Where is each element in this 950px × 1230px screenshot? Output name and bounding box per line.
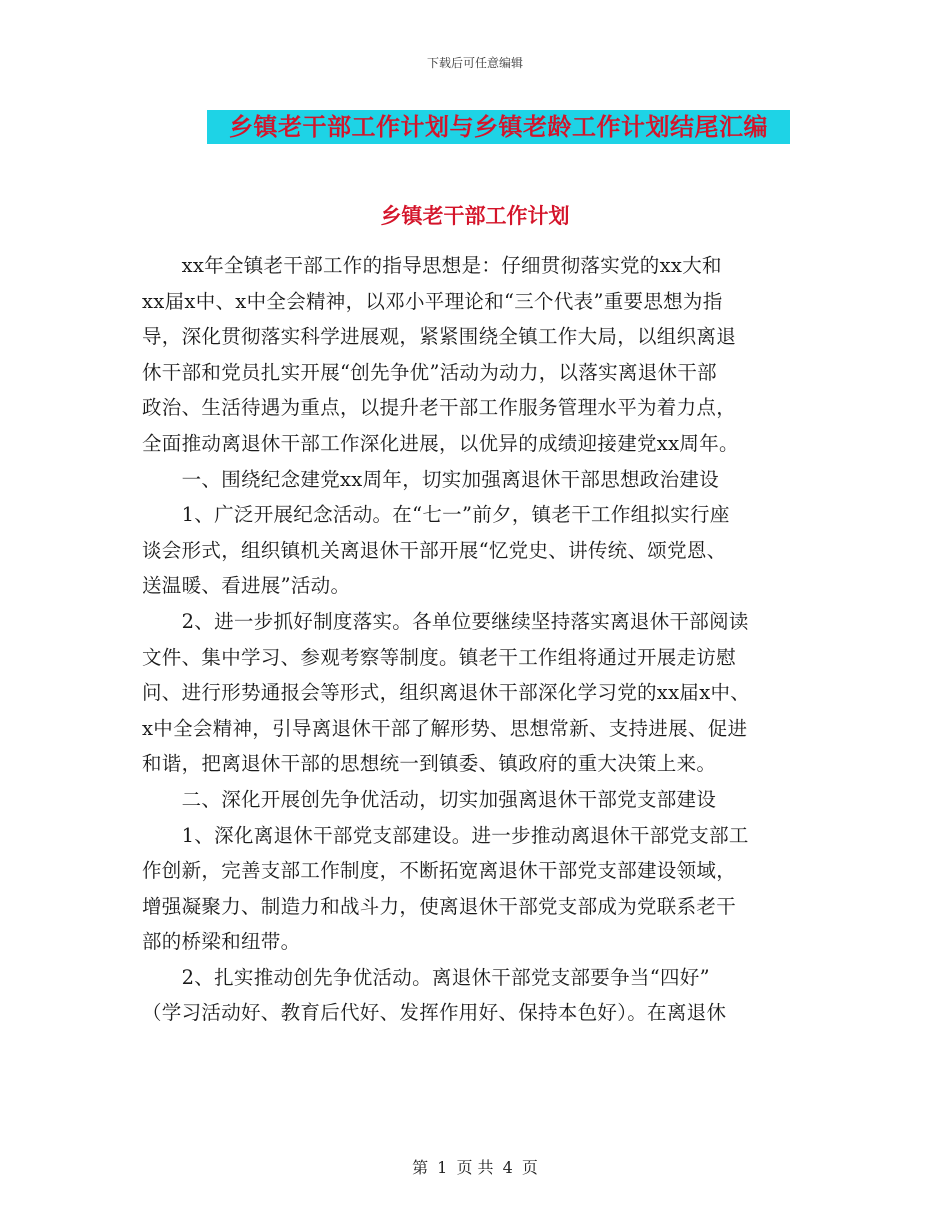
section-title: 乡镇老干部工作计划 bbox=[380, 204, 570, 228]
footer-prefix: 第 bbox=[412, 1158, 429, 1177]
text-line: 增强凝聚力、制造力和战斗力，使离退休干部党支部成为党联系老干 bbox=[142, 894, 737, 918]
footer-page-number: 1 bbox=[437, 1158, 448, 1177]
footer-total-pages: 4 bbox=[502, 1158, 513, 1177]
page-footer bbox=[0, 1155, 950, 1178]
text-line: 政治、生活待遇为重点，以提升老干部工作服务管理水平为着力点， bbox=[142, 396, 737, 420]
header-note: 下载后可任意编辑 bbox=[426, 56, 523, 70]
text-line: xx届x中、x中全会精神，以邓小平理论和“三个代表”重要思想为指 bbox=[142, 289, 723, 313]
footer-mid: 页 共 bbox=[456, 1158, 494, 1177]
text-line: 部的桥梁和纽带。 bbox=[142, 930, 301, 954]
text-line: 全面推动离退休干部工作深化进展，以优异的成绩迎接建党xx周年。 bbox=[142, 431, 739, 455]
text-line: 休干部和党员扎实开展“创先争优”活动为动力，以落实离退休干部 bbox=[142, 360, 717, 384]
heading-line: 一、围绕纪念建党xx周年，切实加强离退休干部思想政治建设 bbox=[142, 467, 719, 491]
heading-line: 二、深化开展创先争优活动，切实加强离退休干部党支部建设 bbox=[142, 787, 717, 811]
text-line: 问、进行形势通报会等形式，组织离退休干部深化学习党的xx届x中、 bbox=[142, 681, 751, 705]
text-line: xx年全镇老干部工作的指导思想是：仔细贯彻落实党的xx大和 bbox=[142, 254, 722, 277]
text-line: 文件、集中学习、参观考察等制度。镇老干工作组将通过开展走访慰 bbox=[142, 645, 737, 669]
text-line: 1、深化离退休干部党支部建设。进一步推动离退休干部党支部工 bbox=[142, 823, 749, 847]
text-line: 1、广泛开展纪念活动。在“七一”前夕，镇老干工作组拟实行座 bbox=[142, 503, 730, 527]
text-line: 谈会形式，组织镇机关离退休干部开展“忆党史、讲传统、颂党恩、 bbox=[142, 538, 727, 562]
body-text bbox=[142, 248, 810, 1031]
text-line: 2、扎实推动创先争优活动。离退休干部党支部要争当“四好” bbox=[142, 965, 710, 989]
doc-title: 乡镇老干部工作计划与乡镇老龄工作计划结尾汇编 bbox=[229, 113, 768, 141]
text-line: 2、进一步抓好制度落实。各单位要继续坚持落实离退休干部阅读 bbox=[142, 609, 749, 633]
text-line: 作创新，完善支部工作制度，不断拓宽离退休干部党支部建设领域， bbox=[142, 859, 737, 883]
text-line: （学习活动好、教育后代好、发挥作用好、保持本色好）。在离退休 bbox=[142, 1001, 727, 1025]
text-line: x中全会精神，引导离退休干部了解形势、思想常新、支持进展、促进 bbox=[142, 716, 748, 740]
text-line: 送温暖、看进展”活动。 bbox=[142, 574, 351, 598]
text-line: 导，深化贯彻落实科学进展观，紧紧围绕全镇工作大局，以组织离退 bbox=[142, 325, 737, 349]
footer-suffix: 页 bbox=[521, 1158, 538, 1177]
text-line: 和谐，把离退休干部的思想统一到镇委、镇政府的重大决策上来。 bbox=[142, 752, 717, 776]
doc-title-highlight bbox=[207, 110, 790, 144]
